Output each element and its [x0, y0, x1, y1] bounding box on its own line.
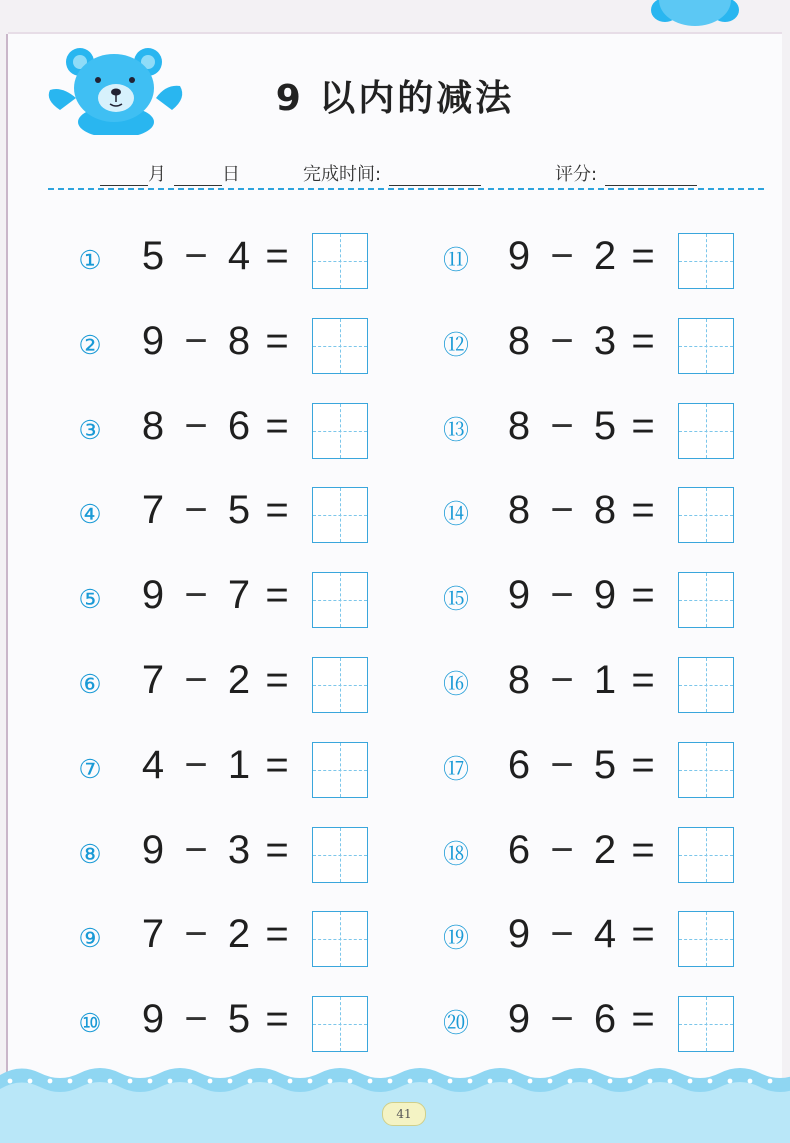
time-label: 完成时间:	[303, 164, 382, 185]
problem-number: ①	[78, 246, 102, 276]
wave-dot	[448, 1079, 453, 1084]
problem-expression	[138, 234, 300, 279]
subtrahend: 4	[227, 234, 251, 278]
problem-expression	[138, 404, 300, 449]
minus-sign: −	[550, 912, 574, 957]
wave-border-icon	[0, 1055, 790, 1143]
wave-dot	[348, 1079, 353, 1084]
wave-dot	[748, 1079, 753, 1084]
problem-expression	[138, 573, 300, 618]
subtrahend: 7	[227, 573, 251, 618]
equals-sign: =	[631, 488, 655, 533]
subtrahend: 5	[593, 403, 617, 448]
answer-box[interactable]	[678, 996, 734, 1052]
problem-number: ⑫	[442, 330, 469, 361]
wave-dot	[128, 1079, 133, 1084]
problem-expression	[504, 658, 666, 703]
wave-dot	[408, 1079, 413, 1084]
minus-sign: −	[550, 318, 574, 363]
equals-sign: =	[265, 488, 289, 533]
minuend: 8	[507, 657, 531, 702]
equals-sign: =	[631, 657, 655, 702]
problem-expression	[504, 828, 666, 873]
equals-sign: =	[631, 403, 655, 448]
problem-number: ⑮	[442, 585, 469, 616]
right-problem-column	[442, 220, 790, 1068]
answer-box[interactable]	[312, 827, 368, 883]
equals-sign: =	[631, 912, 655, 957]
minus-sign: −	[184, 318, 208, 363]
wave-dot	[728, 1079, 733, 1084]
problem-expression	[504, 912, 666, 957]
problem-expression	[504, 404, 666, 449]
equals-sign: =	[265, 403, 289, 448]
problem-row	[442, 305, 790, 390]
day-field[interactable]	[174, 160, 240, 186]
problem-expression	[504, 319, 666, 364]
answer-box[interactable]	[312, 996, 368, 1052]
equals-sign: =	[631, 742, 655, 787]
answer-box[interactable]	[312, 403, 368, 459]
wave-dot	[368, 1079, 373, 1084]
answer-box[interactable]	[312, 742, 368, 798]
wave-dot	[248, 1079, 253, 1084]
problem-number: ⑪	[442, 246, 469, 276]
equals-sign: =	[265, 234, 289, 278]
wave-dot	[568, 1079, 573, 1084]
wave-dot	[428, 1079, 433, 1084]
answer-box[interactable]	[678, 403, 734, 459]
problem-number: ⑭	[442, 500, 469, 531]
minuend: 6	[507, 827, 531, 872]
problem-number: ⑥	[78, 669, 102, 700]
wave-dot	[188, 1079, 193, 1084]
problem-row	[76, 559, 436, 644]
wave-dot	[628, 1079, 633, 1084]
problem-expression	[138, 912, 300, 957]
minus-sign: −	[184, 488, 208, 533]
subtrahend: 5	[227, 488, 251, 533]
problem-number: ⑧	[78, 839, 102, 870]
wave-dot	[68, 1079, 73, 1084]
subtrahend: 8	[593, 488, 617, 533]
subtrahend: 2	[593, 827, 617, 872]
minuend: 4	[141, 742, 165, 787]
page-title: 9 以内的减法	[275, 78, 515, 119]
problem-number: ⑯	[442, 669, 469, 700]
problem-number: ⑦	[78, 754, 102, 785]
minus-sign: −	[184, 997, 208, 1042]
equals-sign: =	[265, 912, 289, 957]
minus-sign: −	[184, 827, 208, 872]
equals-sign: =	[265, 742, 289, 787]
answer-box[interactable]	[312, 911, 368, 967]
minuend: 9	[141, 997, 165, 1042]
problem-number: ⑨	[78, 924, 102, 955]
problem-number: ⑲	[442, 924, 469, 955]
problem-number: ⑱	[442, 839, 469, 870]
problem-row	[442, 898, 790, 983]
problem-expression	[138, 488, 300, 533]
wave-dot	[108, 1079, 113, 1084]
minuend: 9	[507, 997, 531, 1042]
wave-dot	[328, 1079, 333, 1084]
minuend: 6	[507, 742, 531, 787]
equals-sign: =	[631, 573, 655, 618]
wave-dot	[468, 1079, 473, 1084]
answer-box[interactable]	[312, 318, 368, 374]
equals-sign: =	[631, 234, 655, 278]
wave-dot	[488, 1079, 493, 1084]
subtrahend: 9	[593, 573, 617, 618]
minuend: 7	[141, 488, 165, 533]
wave-dot	[88, 1079, 93, 1084]
equals-sign: =	[631, 827, 655, 872]
dashed-divider	[48, 188, 764, 190]
problem-number: ⑰	[442, 754, 469, 785]
wave-dot	[588, 1079, 593, 1084]
bear-peek-icon	[645, 0, 745, 32]
equals-sign: =	[265, 997, 289, 1042]
subtrahend: 2	[593, 234, 617, 278]
problem-number: ④	[78, 500, 102, 531]
problem-row	[442, 729, 790, 814]
minuend: 9	[141, 827, 165, 872]
minus-sign: −	[550, 403, 574, 448]
wave-dot	[648, 1079, 653, 1084]
answer-box[interactable]	[312, 572, 368, 628]
wave-dot	[508, 1079, 513, 1084]
minus-sign: −	[184, 403, 208, 448]
subtrahend: 5	[227, 997, 251, 1042]
subtrahend: 6	[227, 403, 251, 448]
month-field[interactable]	[100, 160, 166, 186]
wave-dot	[228, 1079, 233, 1084]
equals-sign: =	[265, 827, 289, 872]
answer-box[interactable]	[678, 657, 734, 713]
subtrahend: 3	[593, 318, 617, 363]
minuend: 7	[141, 657, 165, 702]
minuend: 9	[507, 912, 531, 957]
wave-dot	[308, 1079, 313, 1084]
problem-row	[442, 474, 790, 559]
answer-box[interactable]	[312, 487, 368, 543]
minuend: 8	[141, 403, 165, 448]
problem-expression	[138, 997, 300, 1042]
problem-row	[76, 390, 436, 475]
info-line	[100, 160, 740, 190]
equals-sign: =	[265, 657, 289, 702]
minuend: 9	[507, 573, 531, 618]
minus-sign: −	[184, 912, 208, 957]
score-label: 评分:	[555, 164, 598, 185]
minuend: 9	[507, 234, 531, 278]
score-field[interactable]	[555, 160, 697, 186]
page-number: 41	[382, 1102, 426, 1126]
wave-dot	[28, 1079, 33, 1084]
answer-box[interactable]	[312, 657, 368, 713]
minuend: 8	[507, 488, 531, 533]
day-label: 日	[222, 164, 240, 185]
problem-row	[442, 644, 790, 729]
answer-box[interactable]	[678, 742, 734, 798]
minus-sign: −	[550, 657, 574, 702]
minuend: 5	[141, 234, 165, 278]
subtrahend: 1	[593, 657, 617, 702]
minuend: 9	[141, 573, 165, 618]
answer-box[interactable]	[678, 233, 734, 289]
problem-number: ②	[78, 330, 102, 361]
minuend: 9	[141, 318, 165, 363]
minus-sign: −	[550, 488, 574, 533]
wave-dot	[268, 1079, 273, 1084]
subtrahend: 6	[593, 997, 617, 1042]
problem-number: ⑩	[78, 1009, 102, 1040]
minus-sign: −	[550, 827, 574, 872]
problem-row	[76, 305, 436, 390]
problem-row	[442, 559, 790, 644]
problem-expression	[504, 573, 666, 618]
subtrahend: 2	[227, 657, 251, 702]
wave-dot	[768, 1079, 773, 1084]
wave-dot	[148, 1079, 153, 1084]
wave-dot	[548, 1079, 553, 1084]
problem-row	[442, 814, 790, 899]
equals-sign: =	[631, 318, 655, 363]
problem-expression	[504, 488, 666, 533]
minuend: 8	[507, 318, 531, 363]
answer-box[interactable]	[678, 487, 734, 543]
problem-row	[76, 898, 436, 983]
answer-box[interactable]	[678, 318, 734, 374]
problem-row	[442, 220, 790, 305]
subtrahend: 2	[227, 912, 251, 957]
problem-number: ⑤	[78, 585, 102, 616]
subtrahend: 3	[227, 827, 251, 872]
wave-dot	[388, 1079, 393, 1084]
subtrahend: 5	[593, 742, 617, 787]
wave-dot	[48, 1079, 53, 1084]
wave-dot	[208, 1079, 213, 1084]
problem-row	[76, 729, 436, 814]
minus-sign: −	[184, 657, 208, 702]
problem-number: ⑬	[442, 415, 469, 446]
month-label: 月	[148, 164, 166, 185]
problem-expression	[504, 997, 666, 1042]
wave-dot	[668, 1079, 673, 1084]
wave-dot	[608, 1079, 613, 1084]
minus-sign: −	[184, 573, 208, 618]
equals-sign: =	[265, 573, 289, 618]
subtrahend: 8	[227, 318, 251, 363]
problem-expression	[138, 828, 300, 873]
answer-box[interactable]	[678, 911, 734, 967]
answer-box[interactable]	[678, 572, 734, 628]
minus-sign: −	[184, 742, 208, 787]
minus-sign: −	[184, 234, 208, 278]
wave-dot	[688, 1079, 693, 1084]
problem-expression	[138, 743, 300, 788]
wave-dot	[8, 1079, 13, 1084]
problem-row	[76, 644, 436, 729]
wave-dot	[288, 1079, 293, 1084]
problem-expression	[138, 319, 300, 364]
problem-number: ③	[78, 415, 102, 446]
wave-dot	[528, 1079, 533, 1084]
problem-number: ⑳	[442, 1009, 469, 1040]
minuend: 8	[507, 403, 531, 448]
subtrahend: 4	[593, 912, 617, 957]
subtrahend: 1	[227, 742, 251, 787]
left-problem-column	[76, 220, 436, 1068]
equals-sign: =	[631, 997, 655, 1042]
answer-box[interactable]	[678, 827, 734, 883]
problem-row	[76, 474, 436, 559]
equals-sign: =	[265, 318, 289, 363]
minuend: 7	[141, 912, 165, 957]
time-field[interactable]	[303, 160, 481, 186]
wave-dot	[708, 1079, 713, 1084]
minus-sign: −	[550, 234, 574, 278]
problem-expression	[504, 234, 666, 279]
minus-sign: −	[550, 742, 574, 787]
minus-sign: −	[550, 997, 574, 1042]
problem-row	[76, 814, 436, 899]
answer-box[interactable]	[312, 233, 368, 289]
minus-sign: −	[550, 573, 574, 618]
wave-dot	[168, 1079, 173, 1084]
problem-expression	[504, 743, 666, 788]
problem-expression	[138, 658, 300, 703]
problem-row	[442, 390, 790, 475]
problem-row	[76, 220, 436, 305]
